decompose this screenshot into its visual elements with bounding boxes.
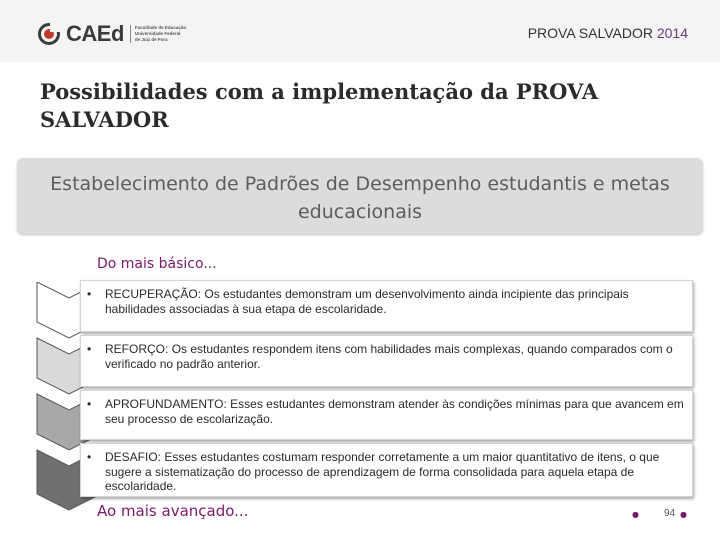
level-recuperacao [80, 280, 693, 332]
logo-sub-line: Faculdade de Educação [134, 25, 187, 30]
level-text: Esses estudantes demonstram atender às condições mínimas para que avancem em seu processo de escolarização. [105, 397, 684, 426]
bullet-icon: • [87, 450, 92, 464]
level-label: RECUPERAÇÃO: [105, 287, 202, 301]
caed-logo [38, 21, 186, 47]
level-desafio [80, 443, 693, 497]
level-label: DESAFIO: [105, 450, 162, 464]
caed-logo-icon [38, 23, 60, 45]
level-text: Esses estudantes costumam responder corretamente a um maior quantitativo de itens, o que sugere a sistematização do processo de aprendizagem de forma consolidada para aquela etapa de escolaridade. [105, 450, 660, 493]
bullet-icon: • [87, 287, 92, 301]
footer-dot-icon: ● [632, 510, 639, 519]
logo-sub-line: de Juiz de Fora [134, 37, 168, 42]
page-number: 94 [664, 508, 676, 519]
level-text: Os estudantes demonstram um desenvolvimento ainda incipiente das principais habilidades associadas à sua etapa de escolaridade. [105, 287, 629, 316]
top-caption: Do mais básico... [97, 256, 217, 272]
prova-year: 2014 [656, 25, 688, 41]
prova-label [528, 25, 688, 41]
bullet-icon: • [87, 397, 92, 411]
level-label: REFORÇO: [105, 342, 169, 356]
footer-dot-icon: ● [680, 510, 687, 519]
logo-wordmark: CAEd [66, 21, 124, 46]
level-reforco [80, 335, 693, 387]
bottom-caption: Ao mais avançado... [97, 502, 249, 520]
level-aprofundamento [80, 390, 693, 440]
level-text: Os estudantes respondem itens com habilidades mais complexas, quando comparados com o verificado no padrão anterior. [105, 342, 673, 371]
logo-sub-line: Universidade Federal [134, 31, 181, 36]
bullet-icon: • [87, 342, 92, 356]
banner [17, 158, 703, 234]
level-label: APROFUNDAMENTO: [105, 397, 227, 411]
page-title: Possibilidades com a implementação da PROVA SALVADOR [40, 79, 598, 132]
banner-text: Estabelecimento de Padrões de Desempenho estudantis e metas educacionais [50, 173, 670, 223]
logo-subtitle [130, 25, 186, 43]
prova-name: PROVA SALVADOR [527, 25, 653, 41]
